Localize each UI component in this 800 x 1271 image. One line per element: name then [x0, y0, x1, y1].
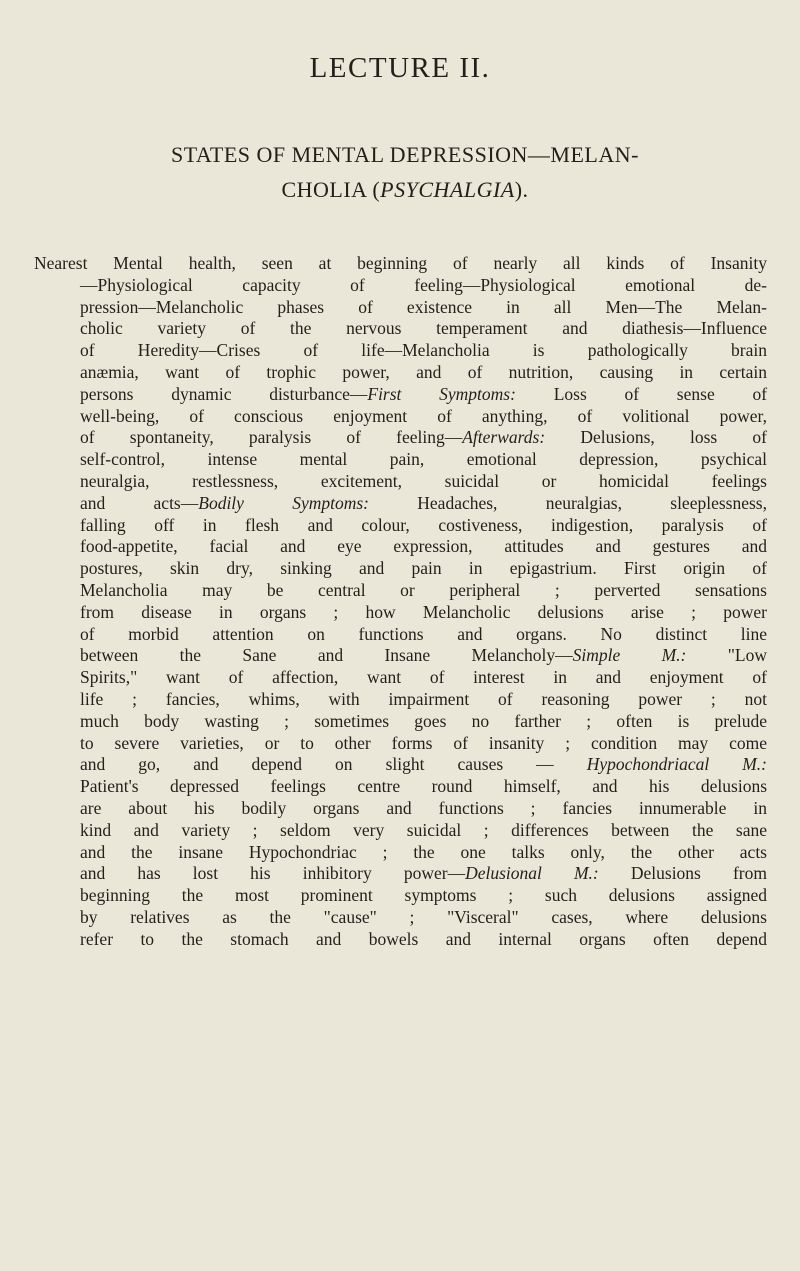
text-run: of spontaneity, paralysis of feeling—: [80, 427, 463, 448]
chapter-title-line-1: STATES OF MENTAL DEPRESSION—MELAN-: [171, 142, 639, 167]
chapter-title-suffix: ).: [514, 177, 529, 202]
text-run: and go, and depend on slight causes —: [80, 754, 587, 775]
text-line: [57, 536, 767, 558]
italic-heading: Afterwards:: [462, 427, 546, 448]
text-run: postures, skin dry, sinking and pain in epigastrium. First origin of: [80, 558, 767, 579]
text-run: of morbid attention on functions and organs. No distinct line: [80, 623, 767, 644]
text-line: [57, 515, 767, 537]
text-line: [57, 733, 767, 755]
text-run: —Physiological capacity of feeling—Physiological emotional de-: [80, 274, 767, 295]
text-run: food-appetite, facial and eye expression, attitudes and gestures and: [80, 536, 767, 557]
text-run: Delusions from: [598, 863, 767, 884]
text-line: [57, 406, 767, 428]
text-line: [57, 820, 767, 842]
synopsis-paragraph: [34, 253, 768, 951]
text-line: [57, 427, 767, 449]
text-run: and the insane Hypochondriac ; the one talks only, the other acts: [80, 841, 767, 862]
text-line: [57, 754, 767, 776]
chapter-title-prefix: CHOLIA (: [281, 177, 381, 202]
text-line: [57, 907, 767, 929]
text-line: [57, 318, 767, 340]
text-line: [57, 340, 767, 362]
text-line: [57, 275, 767, 297]
text-run: by relatives as the "cause" ; "Visceral" cases, where delusions: [80, 906, 767, 927]
text-line: [57, 885, 767, 907]
text-line: [57, 711, 767, 733]
text-line: [57, 842, 767, 864]
text-line: [57, 689, 767, 711]
text-line: [57, 602, 767, 624]
text-run: life ; fancies, whims, with impairment of reasoning power ; not: [80, 688, 767, 709]
text-run: Headaches, neuralgias, sleeplessness,: [369, 492, 767, 513]
text-line: [57, 471, 767, 493]
italic-heading: Simple M.:: [572, 645, 687, 666]
chapter-title-line-2: [60, 172, 750, 207]
text-run: Melancholia may be central or peripheral ; perverted sensations: [80, 579, 767, 600]
text-run: anæmia, want of trophic power, and of nutrition, causing in certain: [80, 361, 767, 382]
text-line: [57, 297, 767, 319]
text-run: self-control, intense mental pain, emotional depression, psychical: [80, 449, 767, 470]
text-line: [57, 558, 767, 580]
italic-heading: Bodily Symptoms:: [198, 492, 369, 513]
text-run: between the Sane and Insane Melancholy—: [80, 645, 573, 666]
text-run: Patient's depressed feelings centre round himself, and his delusions: [80, 776, 767, 797]
italic-heading: Hypochondriacal M.:: [586, 754, 767, 775]
text-line: [57, 580, 767, 602]
text-run: kind and variety ; seldom very suicidal ; differences between the sane: [80, 819, 767, 840]
text-line: [57, 384, 767, 406]
text-run: of Heredity—Crises of life—Melancholia is pathologically brain: [80, 340, 767, 361]
text-line: [34, 253, 767, 275]
text-run: Delusions, loss of: [545, 427, 768, 448]
text-run: pression—Melancholic phases of existence in all Men—The Melan-: [80, 296, 767, 317]
text-run: Loss of sense of: [515, 383, 768, 404]
text-line: [57, 776, 767, 798]
chapter-title: [60, 137, 750, 207]
text-line: [57, 929, 767, 951]
text-run: are about his bodily organs and functions ; fancies innumerable in: [80, 797, 767, 818]
text-line: [57, 493, 767, 515]
text-run: falling off in flesh and colour, costiveness, indigestion, paralysis of: [80, 514, 767, 535]
text-run: well-being, of conscious enjoyment of anything, of volitional power,: [80, 405, 767, 426]
text-run: Spirits," want of affection, want of interest in and enjoyment of: [80, 667, 767, 688]
text-run: from disease in organs ; how Melancholic delusions arise ; power: [80, 601, 767, 622]
lecture-heading: LECTURE II.: [309, 52, 491, 84]
chapter-title-italic: PSYCHALGIA: [380, 177, 515, 202]
text-run: "Low: [686, 645, 767, 666]
text-line: [57, 362, 767, 384]
italic-heading: First Symptoms:: [367, 383, 516, 404]
text-run: refer to the stomach and bowels and internal organs often depend: [80, 928, 767, 949]
text-line: [57, 449, 767, 471]
text-run: beginning the most prominent symptoms ; such delusions assigned: [80, 885, 767, 906]
italic-heading: Delusional M.:: [465, 863, 599, 884]
text-run: and acts—: [80, 492, 199, 513]
text-line: [57, 667, 767, 689]
text-run: to severe varieties, or to other forms of insanity ; condition may come: [80, 732, 767, 753]
text-run: neuralgia, restlessness, excitement, suicidal or homicidal feelings: [80, 470, 767, 491]
text-run: Nearest Mental health, seen at beginning of nearly all kinds of Insanity: [34, 253, 767, 273]
text-run: much body wasting ; sometimes goes no farther ; often is prelude: [80, 710, 767, 731]
text-run: and has lost his inhibitory power—: [80, 863, 466, 884]
text-line: [57, 798, 767, 820]
text-line: [57, 863, 767, 885]
text-run: cholic variety of the nervous temperament and diathesis—Influence: [80, 318, 767, 339]
text-line: [57, 645, 767, 667]
text-run: persons dynamic disturbance—: [80, 383, 368, 404]
text-line: [57, 624, 767, 646]
